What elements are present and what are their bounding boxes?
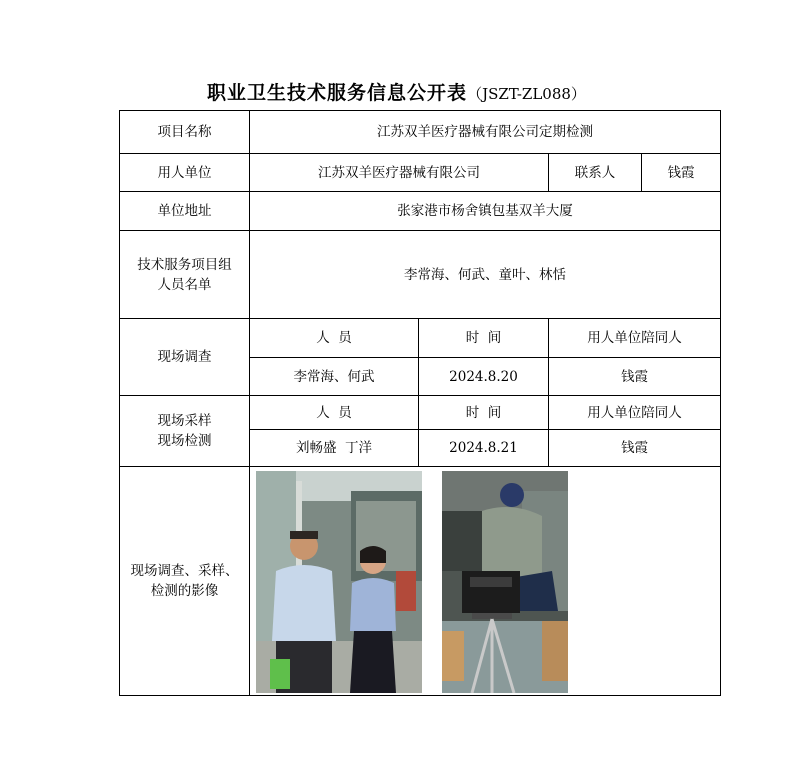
row-employer (120, 154, 721, 192)
survey-head-escort: 用人单位陪同人 (549, 319, 721, 358)
images-label (120, 467, 250, 696)
images-label-line2: 检测的影像 (150, 583, 219, 599)
sampling-label-line1: 现场采样 (157, 413, 212, 429)
row-sampling-head (120, 396, 721, 430)
address-value: 张家港市杨舍镇包基双羊大厦 (250, 192, 721, 231)
sampling-label (120, 396, 250, 467)
sampling-escort: 钱霞 (549, 430, 721, 467)
title-main: 职业卫生技术服务信息公开表 (207, 82, 468, 104)
images-label-line1: 现场调查、采样、 (130, 563, 239, 579)
sampling-label-line2: 现场检测 (157, 433, 212, 449)
row-team (120, 231, 721, 319)
sampling-head-people: 人 员 (250, 396, 419, 430)
employer-label: 用人单位 (120, 154, 250, 192)
info-table (119, 110, 721, 696)
row-survey-head (120, 319, 721, 358)
contact-value: 钱霞 (642, 154, 721, 192)
employer-value: 江苏双羊医疗器械有限公司 (250, 154, 549, 192)
contact-label: 联系人 (549, 154, 642, 192)
sampling-people: 刘畅盛 丁洋 (250, 430, 419, 467)
project-value: 江苏双羊医疗器械有限公司定期检测 (250, 111, 721, 154)
row-images (120, 467, 721, 696)
team-value: 李常海、何武、童叶、林恬 (250, 231, 721, 319)
sampling-time: 2024.8.21 (419, 430, 549, 467)
row-address (120, 192, 721, 231)
survey-time: 2024.8.20 (419, 358, 549, 396)
team-label-line2: 人员名单 (157, 276, 212, 293)
images-cell (250, 467, 721, 696)
survey-photo (256, 471, 422, 693)
sampling-head-time: 时 间 (419, 396, 549, 430)
survey-escort: 钱霞 (549, 358, 721, 396)
team-label (120, 231, 250, 319)
sampling-photo (442, 471, 568, 693)
survey-label: 现场调查 (120, 319, 250, 396)
address-label: 单位地址 (120, 192, 250, 231)
project-label: 项目名称 (120, 111, 250, 154)
team-label-line1: 技术服务项目组 (137, 256, 232, 273)
page-title (0, 78, 793, 105)
survey-head-time: 时 间 (419, 319, 549, 358)
survey-people: 李常海、何武 (250, 358, 419, 396)
sampling-head-escort: 用人单位陪同人 (549, 396, 721, 430)
survey-head-people: 人 员 (250, 319, 419, 358)
title-code: （JSZT-ZL088） (467, 85, 586, 103)
row-project (120, 111, 721, 154)
